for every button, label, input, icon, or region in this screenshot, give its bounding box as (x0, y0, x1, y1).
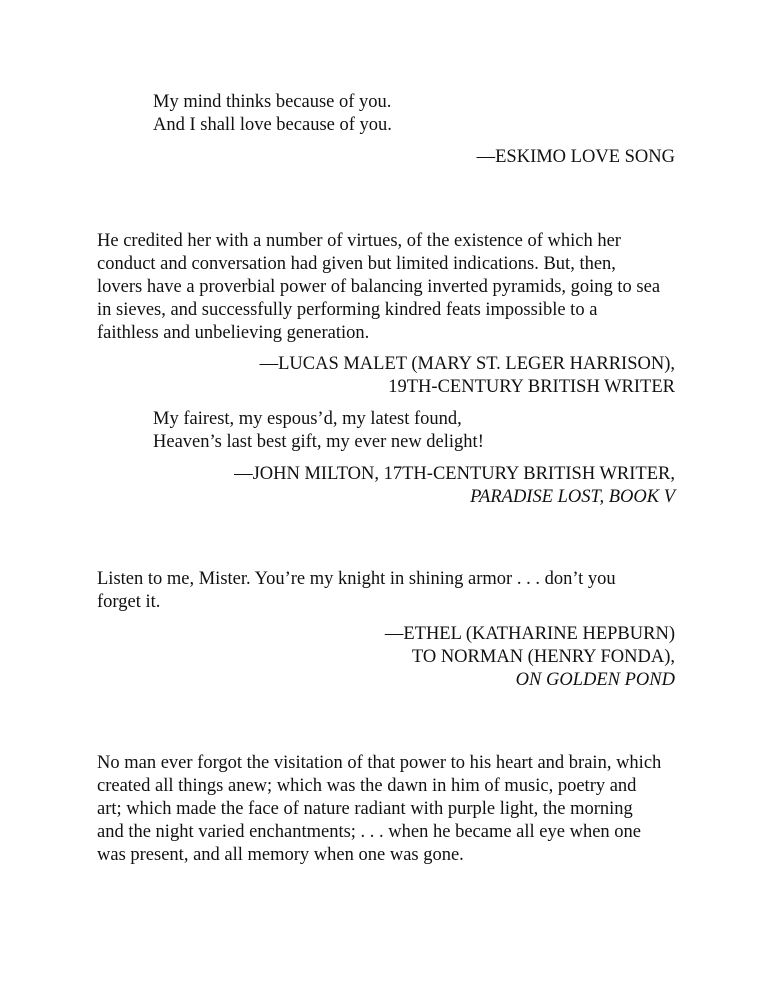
attribution-line: —LUCAS MALET (MARY ST. LEGER HARRISON), (259, 354, 675, 374)
verse-line: And I shall love because of you. (153, 115, 392, 135)
prose-line: conduct and conversation had given but limited indications. But, then, (97, 254, 616, 274)
attribution-line: —JOHN MILTON, 17TH-CENTURY BRITISH WRITER, (234, 464, 675, 484)
quote-attribution (234, 463, 675, 509)
quote-attribution (385, 623, 675, 692)
quote-prose (97, 230, 687, 345)
prose-line: and the night varied enchantments; . . . when he became all eye when one (97, 822, 642, 842)
prose-line: art; which made the face of nature radiant with purple light, the morning (97, 799, 633, 819)
prose-line: Listen to me, Mister. You’re my knight in shining armor . . . don’t you (97, 569, 616, 589)
prose-line: created all things anew; which was the dawn in him of music, poetry and (97, 776, 637, 796)
verse-line: My mind thinks because of you. (153, 92, 392, 112)
prose-line: He credited her with a number of virtues, of the existence of which her (97, 231, 621, 251)
attribution-line: —ESKIMO LOVE SONG (476, 147, 675, 167)
prose-line: forget it. (97, 592, 161, 612)
prose-line: in sieves, and successfully performing kindred feats impossible to a (97, 300, 598, 320)
prose-line: faithless and unbelieving generation. (97, 323, 370, 343)
work-title: PARADISE LOST, BOOK V (470, 487, 675, 507)
verse-line: Heaven’s last best gift, my ever new delight! (153, 432, 484, 452)
quote-attribution (260, 353, 675, 399)
quote-attribution (477, 146, 675, 169)
prose-line: was present, and all memory when one was gone. (97, 845, 464, 865)
quote-prose (97, 752, 687, 867)
work-title: ON GOLDEN POND (515, 670, 675, 690)
prose-line: No man ever forgot the visitation of that power to his heart and brain, which (97, 753, 662, 773)
quote-verse (153, 408, 693, 454)
attribution-line: TO NORMAN (HENRY FONDA), (411, 647, 675, 667)
prose-line: lovers have a proverbial power of balancing inverted pyramids, going to sea (97, 277, 661, 297)
quote-verse (153, 91, 693, 137)
attribution-line: —ETHEL (KATHARINE HEPBURN) (384, 624, 675, 644)
quote-prose (97, 568, 687, 614)
attribution-line: 19TH-CENTURY BRITISH WRITER (388, 377, 675, 397)
verse-line: My fairest, my espous’d, my latest found, (153, 409, 462, 429)
